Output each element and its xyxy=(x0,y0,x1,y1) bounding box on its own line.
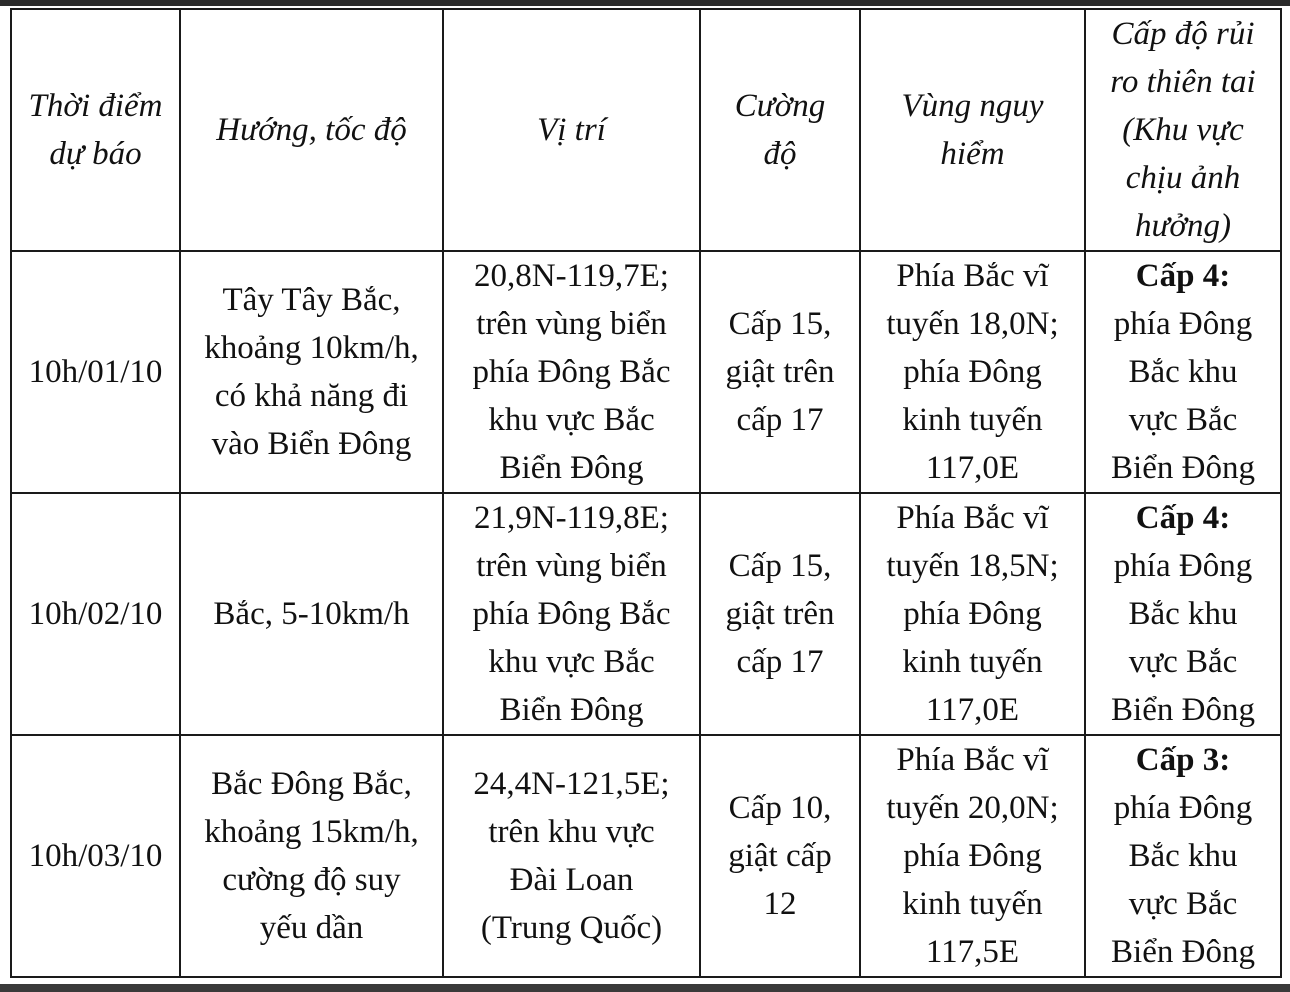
cell-danger-zone: Phía Bắc vĩ tuyến 18,0N; phía Đông kinh tuyến 117,0E xyxy=(860,251,1085,493)
header-position: Vị trí xyxy=(443,9,700,251)
cell-intensity: Cấp 10, giật cấp 12 xyxy=(700,735,860,977)
bottom-edge-bar xyxy=(0,984,1290,992)
cell-position: 24,4N-121,5E; trên khu vực Đài Loan (Trung Quốc) xyxy=(443,735,700,977)
cell-risk-level: Cấp 4: phía Đông Bắc khu vực Bắc Biển Đông xyxy=(1085,493,1281,735)
risk-level-label: Cấp 4: xyxy=(1135,258,1231,294)
header-risk-level: Cấp độ rủi ro thiên tai (Khu vực chịu ảnh hưởng) xyxy=(1085,9,1281,251)
header-danger-zone: Vùng nguy hiểm xyxy=(860,9,1085,251)
table-row xyxy=(11,251,1281,493)
table-row xyxy=(11,735,1281,977)
risk-level-label: Cấp 4: xyxy=(1135,500,1231,536)
cell-direction-speed: Bắc Đông Bắc, khoảng 15km/h, cường độ suy yếu dần xyxy=(180,735,443,977)
storm-forecast-table xyxy=(10,8,1282,978)
header-row xyxy=(11,9,1281,251)
cell-position: 20,8N-119,7E; trên vùng biển phía Đông Bắc khu vực Bắc Biển Đông xyxy=(443,251,700,493)
risk-level-label: Cấp 3: xyxy=(1135,742,1231,778)
cell-direction-speed: Bắc, 5-10km/h xyxy=(180,493,443,735)
cell-danger-zone: Phía Bắc vĩ tuyến 18,5N; phía Đông kinh tuyến 117,0E xyxy=(860,493,1085,735)
cell-risk-level: Cấp 3: phía Đông Bắc khu vực Bắc Biển Đông xyxy=(1085,735,1281,977)
header-forecast-time: Thời điểm dự báo xyxy=(11,9,180,251)
top-edge-line xyxy=(0,0,1290,6)
cell-direction-speed: Tây Tây Bắc, khoảng 10km/h, có khả năng đi vào Biển Đông xyxy=(180,251,443,493)
cell-position: 21,9N-119,8E; trên vùng biển phía Đông Bắc khu vực Bắc Biển Đông xyxy=(443,493,700,735)
table-row xyxy=(11,493,1281,735)
header-direction-speed: Hướng, tốc độ xyxy=(180,9,443,251)
cell-danger-zone: Phía Bắc vĩ tuyến 20,0N; phía Đông kinh tuyến 117,5E xyxy=(860,735,1085,977)
header-intensity: Cường độ xyxy=(700,9,860,251)
cell-forecast-time: 10h/01/10 xyxy=(11,251,180,493)
cell-intensity: Cấp 15, giật trên cấp 17 xyxy=(700,493,860,735)
cell-forecast-time: 10h/03/10 xyxy=(11,735,180,977)
cell-forecast-time: 10h/02/10 xyxy=(11,493,180,735)
cell-intensity: Cấp 15, giật trên cấp 17 xyxy=(700,251,860,493)
cell-risk-level: Cấp 4: phía Đông Bắc khu vực Bắc Biển Đông xyxy=(1085,251,1281,493)
